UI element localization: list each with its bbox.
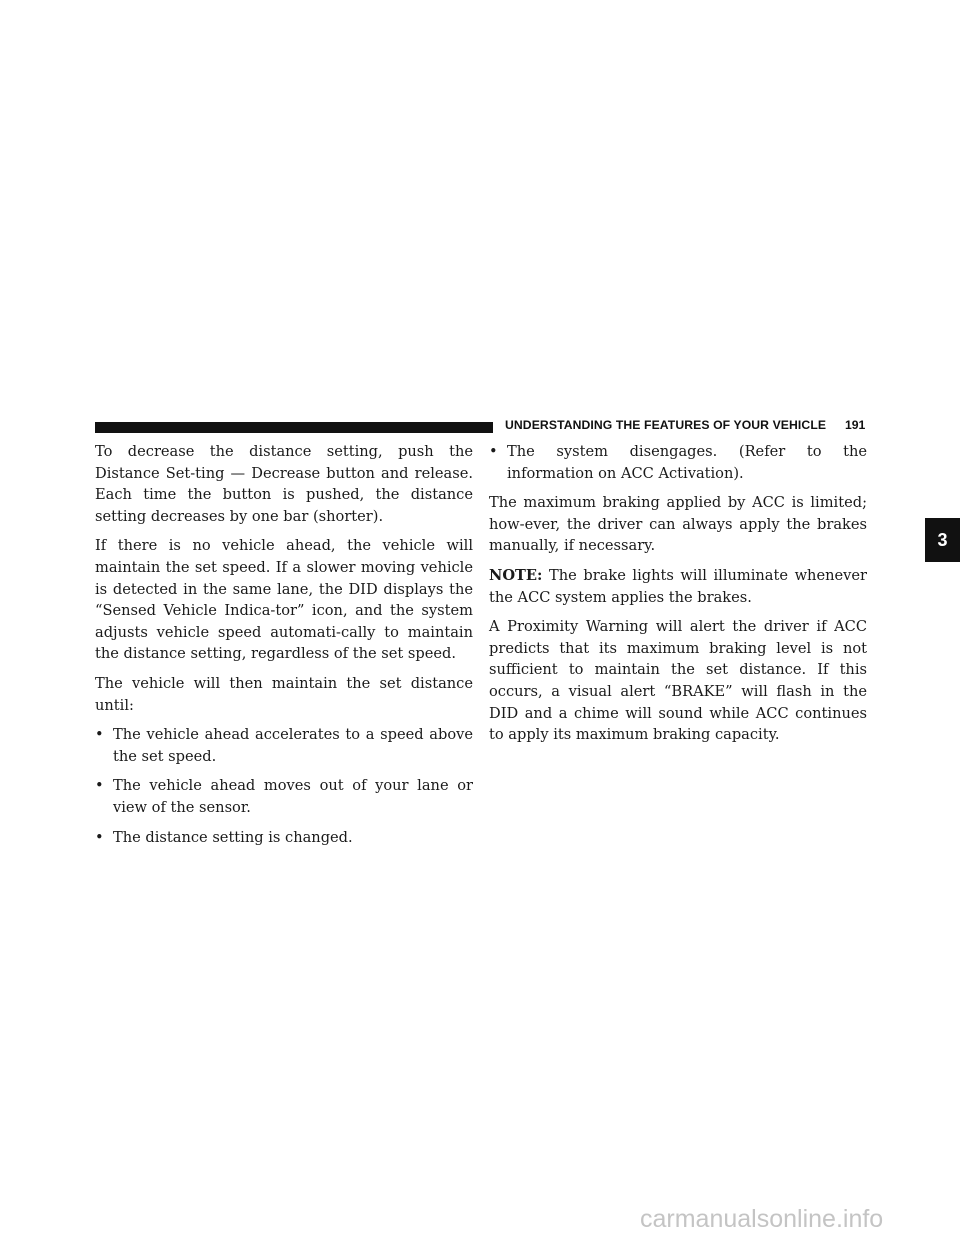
list-item [95, 827, 473, 849]
right-column [489, 441, 867, 754]
watermark: carmanualsonline.info [640, 1205, 884, 1233]
note-paragraph [489, 565, 867, 608]
bullet-icon: • [95, 777, 104, 795]
list-item-text: The vehicle ahead moves out of your lane or view of the sensor. [113, 777, 473, 816]
list-item [95, 775, 473, 818]
chapter-tab: 3 [925, 518, 960, 562]
page-number: 191 [845, 418, 866, 432]
bullet-icon: • [95, 828, 104, 846]
note-label: NOTE: [489, 566, 543, 584]
left-column [95, 441, 473, 856]
header-rule [95, 422, 493, 433]
paragraph-decrease-distance: To decrease the distance setting, push the Distance Set-ting — Decrease button and release. Each time the button is pushed, the distance setting decreases by one bar (shorter). [95, 443, 473, 525]
list-item-text: The system disengages. (Refer to the information on ACC Activation). [507, 443, 867, 482]
note-text: The brake lights will illuminate whenever the ACC system applies the brakes. [489, 566, 867, 606]
paragraph-no-vehicle-ahead: If there is no vehicle ahead, the vehicle will maintain the set speed. If a slower moving vehicle is detected in the same lane, the DID displays the “Sensed Vehicle Indica-tor” icon, and the system adjusts vehicle speed automati-cally to maintain the distance setting, regardless of the set speed. [95, 537, 473, 663]
list-item-text: The distance setting is changed. [113, 828, 353, 846]
section-title: UNDERSTANDING THE FEATURES OF YOUR VEHICLE [505, 418, 827, 432]
list-item [489, 441, 867, 484]
list-item [95, 724, 473, 767]
bullet-icon: • [489, 443, 498, 460]
paragraph-max-braking: The maximum braking applied by ACC is limited; how-ever, the driver can always apply the brakes manually, if necessary. [489, 494, 867, 555]
bullet-icon: • [95, 726, 104, 744]
list-item-text: The vehicle ahead accelerates to a speed above the set speed. [113, 726, 473, 765]
paragraph-proximity-warning: A Proximity Warning will alert the driver if ACC predicts that its maximum braking level is not sufficient to maintain the set distance. If this occurs, a visual alert “BRAKE” will flash in the DID and a chime will sound while ACC continues to apply its maximum braking capacity. [489, 618, 867, 744]
paragraph-maintain-distance: The vehicle will then maintain the set distance until: [95, 674, 473, 714]
